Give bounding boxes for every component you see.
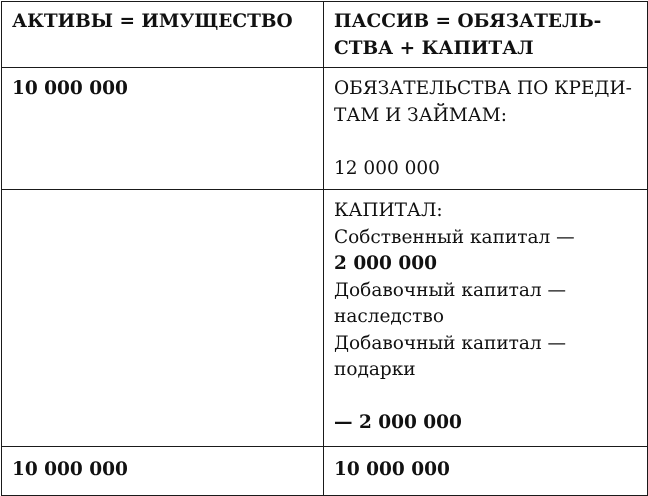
assets-value: 10 000 000 [12, 78, 128, 99]
header-liabilities-label-line1: ПАССИВ = ОБЯЗАТЕЛЬ- [334, 11, 602, 32]
assets-total: 10 000 000 [12, 459, 128, 480]
liabilities-total-cell [324, 447, 648, 496]
header-assets-cell [2, 2, 324, 68]
liabilities-value: 12 000 000 [334, 157, 440, 179]
capital-label: КАПИТАЛ: [334, 200, 443, 221]
additional-capital-gifts-line1: Добавочный капитал — [334, 332, 567, 354]
empty-assets-cell [2, 190, 324, 447]
balance-table [1, 1, 648, 496]
table-row [2, 68, 648, 190]
additional-capital-gifts-line2: подарки [334, 359, 416, 380]
own-capital-value: 2 000 000 [334, 253, 437, 274]
table-header-row [2, 2, 648, 68]
table-row [2, 190, 648, 447]
liabilities-label-line1: ОБЯЗАТЕЛЬСТВА ПО КРЕДИ- [334, 78, 632, 99]
header-assets-label: АКТИВЫ = ИМУЩЕСТВО [12, 11, 293, 32]
table-totals-row [2, 447, 648, 496]
assets-total-cell [2, 447, 324, 496]
liabilities-cell [324, 68, 648, 190]
liabilities-total: 10 000 000 [334, 459, 450, 480]
header-liabilities-cell [324, 2, 648, 68]
additional-capital-inheritance-line1: Добавочный капитал — [334, 279, 567, 301]
capital-total: — 2 000 000 [334, 412, 462, 433]
header-liabilities-label-line2: СТВА + КАПИТАЛ [334, 37, 534, 59]
own-capital-label: Собственный капитал — [334, 226, 575, 248]
additional-capital-inheritance-line2: наследство [334, 306, 444, 327]
spacer [334, 384, 637, 411]
spacer [334, 129, 637, 156]
liabilities-label-line2: ТАМ И ЗАЙМАМ: [334, 104, 507, 126]
capital-cell [324, 190, 648, 447]
assets-value-cell [2, 68, 324, 190]
